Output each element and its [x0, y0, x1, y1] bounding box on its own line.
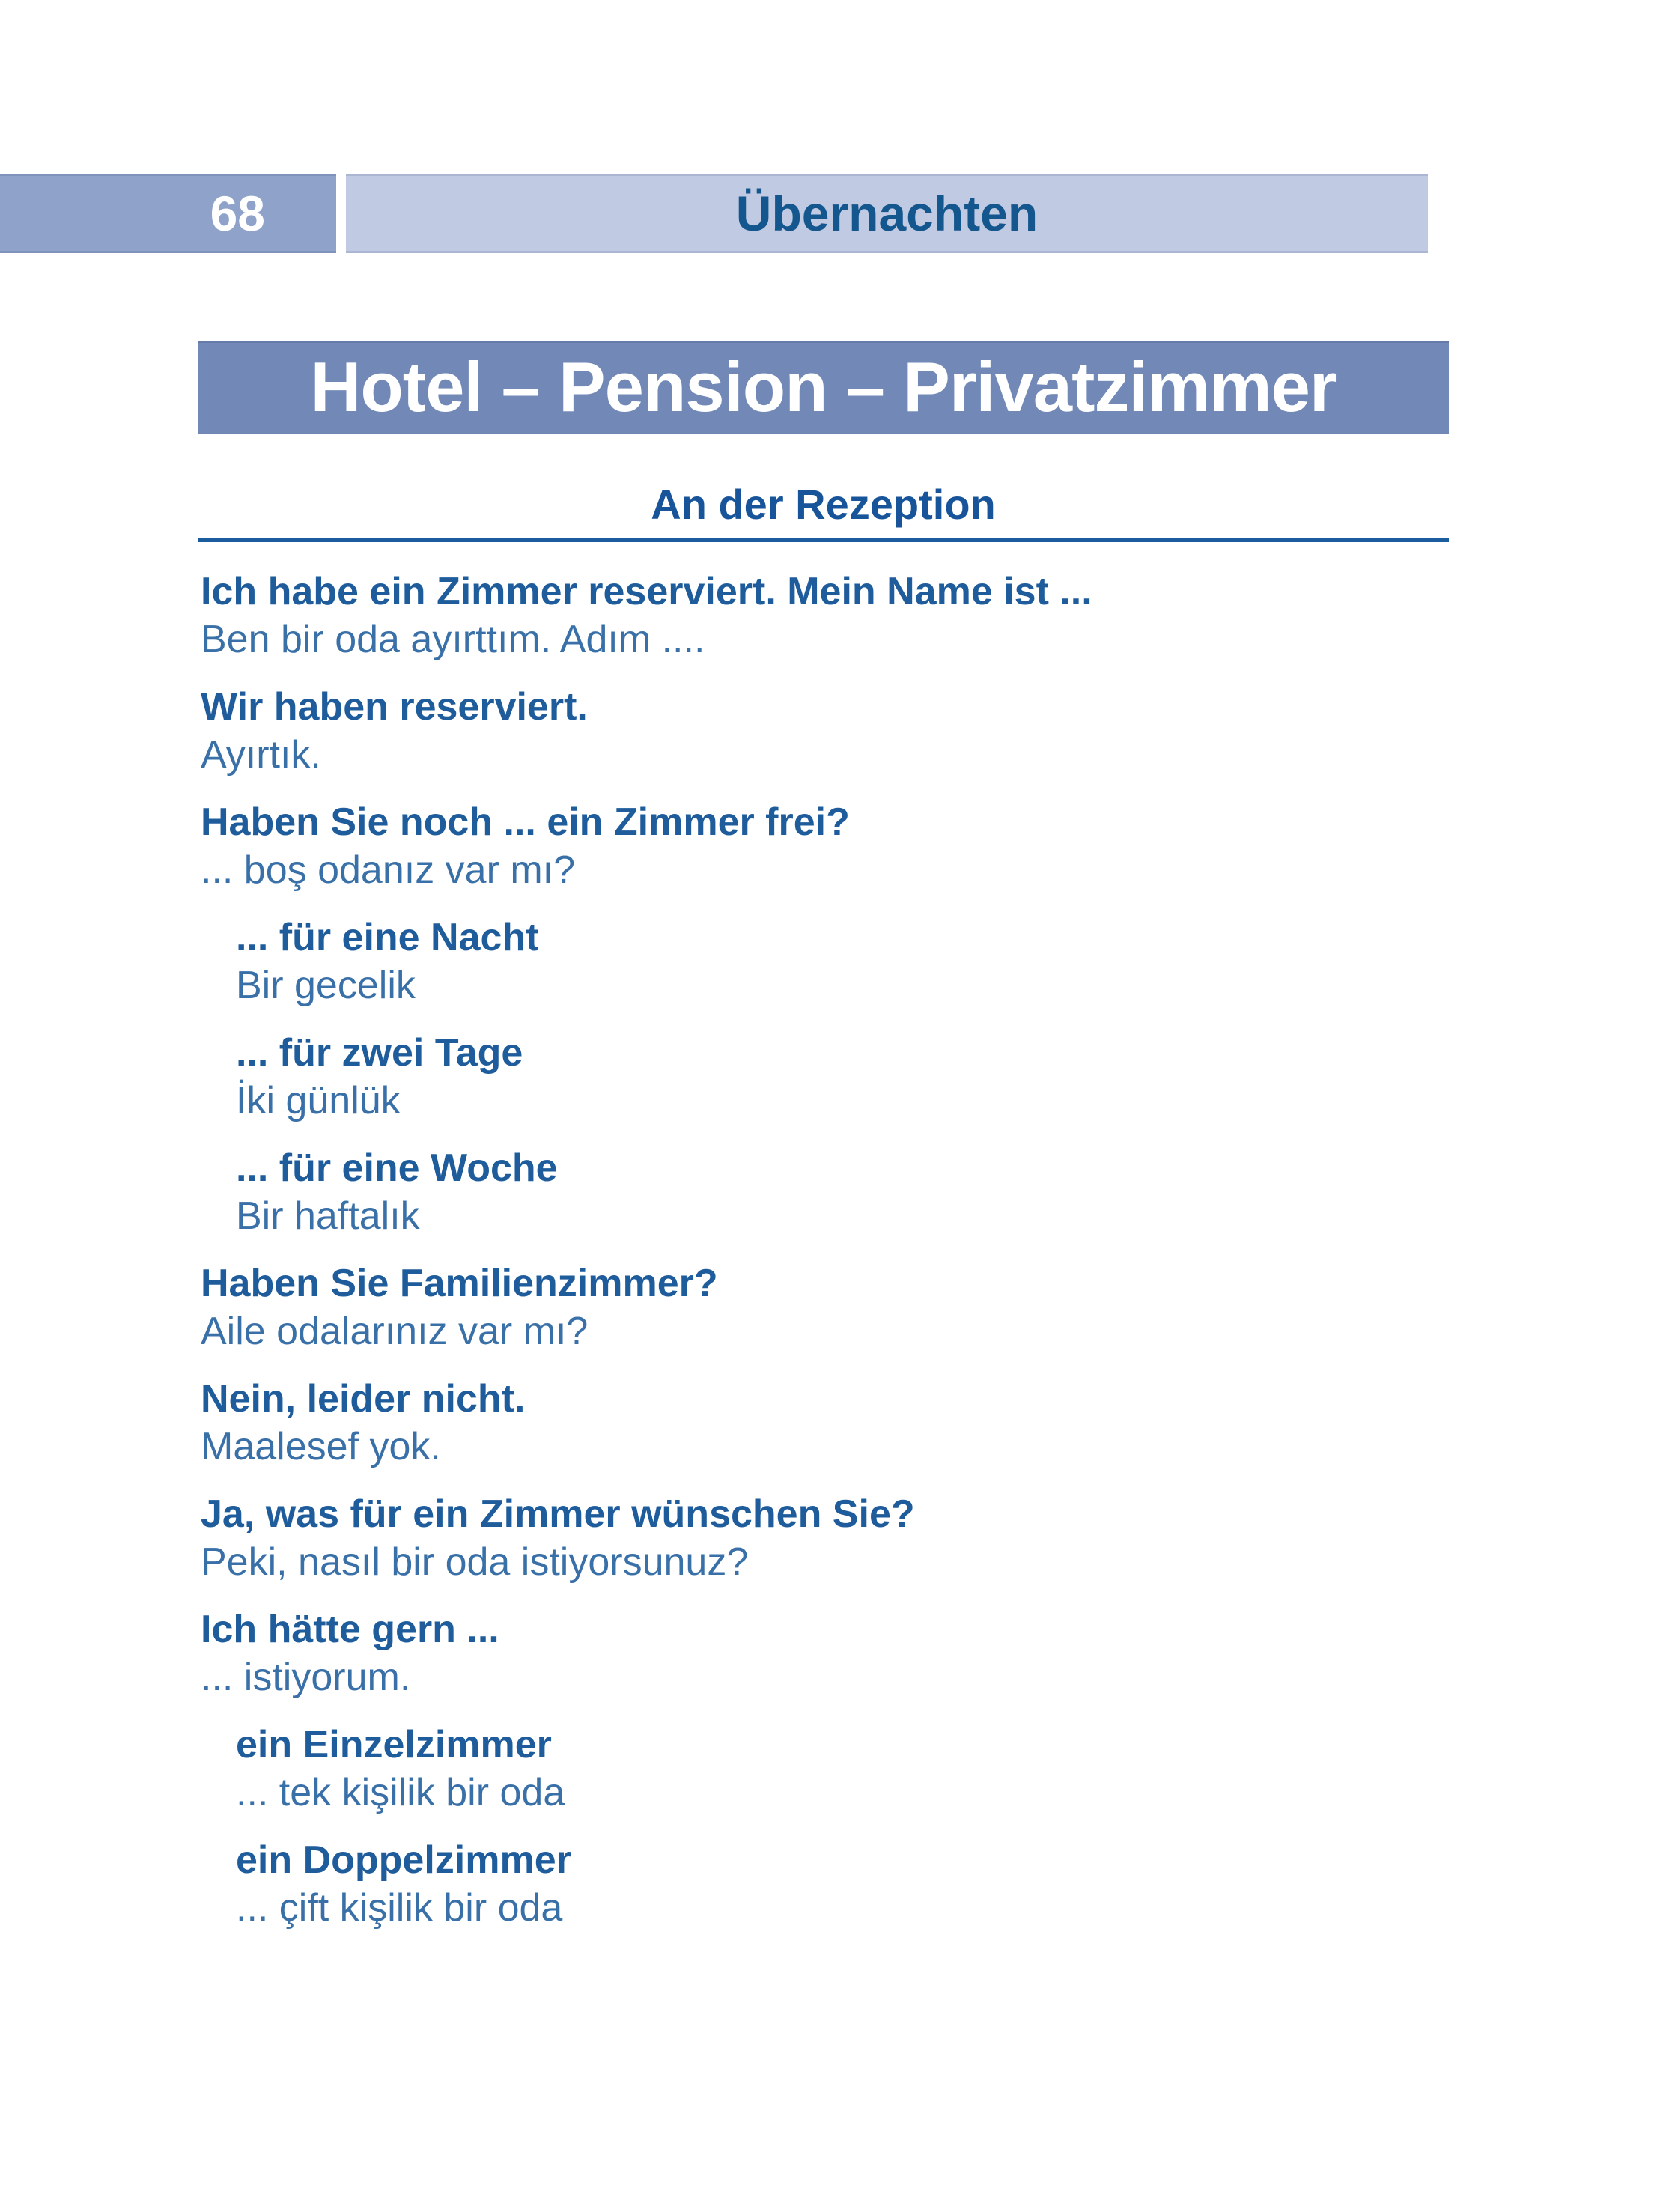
chapter-bar [346, 174, 1428, 253]
page-number: 68 [210, 186, 265, 241]
phrase-german: Ich habe ein Zimmer reserviert. Mein Name ist ... [201, 570, 1092, 613]
phrase-german: Haben Sie noch ... ein Zimmer frei? [201, 800, 850, 844]
phrase-turkish: ... istiyorum. [201, 1656, 411, 1699]
phrase-german: Wir haben reserviert. [201, 685, 588, 729]
content-column [198, 481, 1449, 1951]
phrase-german: ... für eine Woche [236, 1146, 558, 1190]
phrase-turkish: İki günlük [236, 1079, 401, 1122]
phrase-german: ... für zwei Tage [236, 1031, 523, 1075]
phrase-turkish: ... çift kişilik bir oda [236, 1886, 563, 1930]
phrase-turkish: Peki, nasıl bir oda istiyorsunuz? [201, 1540, 749, 1584]
phrase-turkish: Ben bir oda ayırttım. Adım .... [201, 618, 705, 661]
phrase-turkish: Maalesef yok. [201, 1425, 441, 1468]
section-rule [198, 538, 1449, 542]
phrase-pair [201, 914, 1449, 1009]
phrase-pair [201, 798, 1449, 894]
phrase-turkish: Bir gecelik [236, 964, 416, 1007]
phrase-german: ein Doppelzimmer [236, 1838, 571, 1882]
phrase-pair [201, 1605, 1449, 1701]
phrase-german: Nein, leider nicht. [201, 1377, 526, 1421]
phrase-turkish: Bir haftalık [236, 1194, 420, 1238]
phrase-pair [201, 568, 1449, 663]
title-banner [198, 341, 1449, 434]
phrase-pair [201, 1144, 1449, 1240]
phrase-turkish: ... tek kişilik bir oda [236, 1771, 565, 1814]
phrase-pair [201, 1260, 1449, 1355]
phrase-german: Haben Sie Familienzimmer? [201, 1262, 718, 1305]
phrase-german: ... für eine Nacht [236, 916, 539, 959]
phrase-german: Ja, was für ein Zimmer wünschen Sie? [201, 1492, 915, 1536]
phrase-pair [201, 1029, 1449, 1125]
phrase-pair [201, 683, 1449, 779]
phrase-german: ein Einzelzimmer [236, 1723, 552, 1766]
page-header [0, 174, 1428, 253]
page-number-box [0, 174, 336, 253]
chapter-title: Übernachten [735, 186, 1039, 241]
phrase-turkish: ... boş odanız var mı? [201, 848, 576, 892]
section-heading: An der Rezeption [651, 481, 996, 528]
phrase-pair [201, 1375, 1449, 1471]
phrase-pair [201, 1721, 1449, 1817]
phrase-turkish: Aile odalarınız var mı? [201, 1310, 589, 1353]
phrase-german: Ich hätte gern ... [201, 1608, 499, 1651]
phrase-pair [201, 1836, 1449, 1932]
phrase-turkish: Ayırtık. [201, 733, 321, 777]
phrase-pair [201, 1490, 1449, 1586]
page-title: Hotel – Pension – Privatzimmer [310, 347, 1337, 426]
phrase-list [198, 568, 1449, 1932]
